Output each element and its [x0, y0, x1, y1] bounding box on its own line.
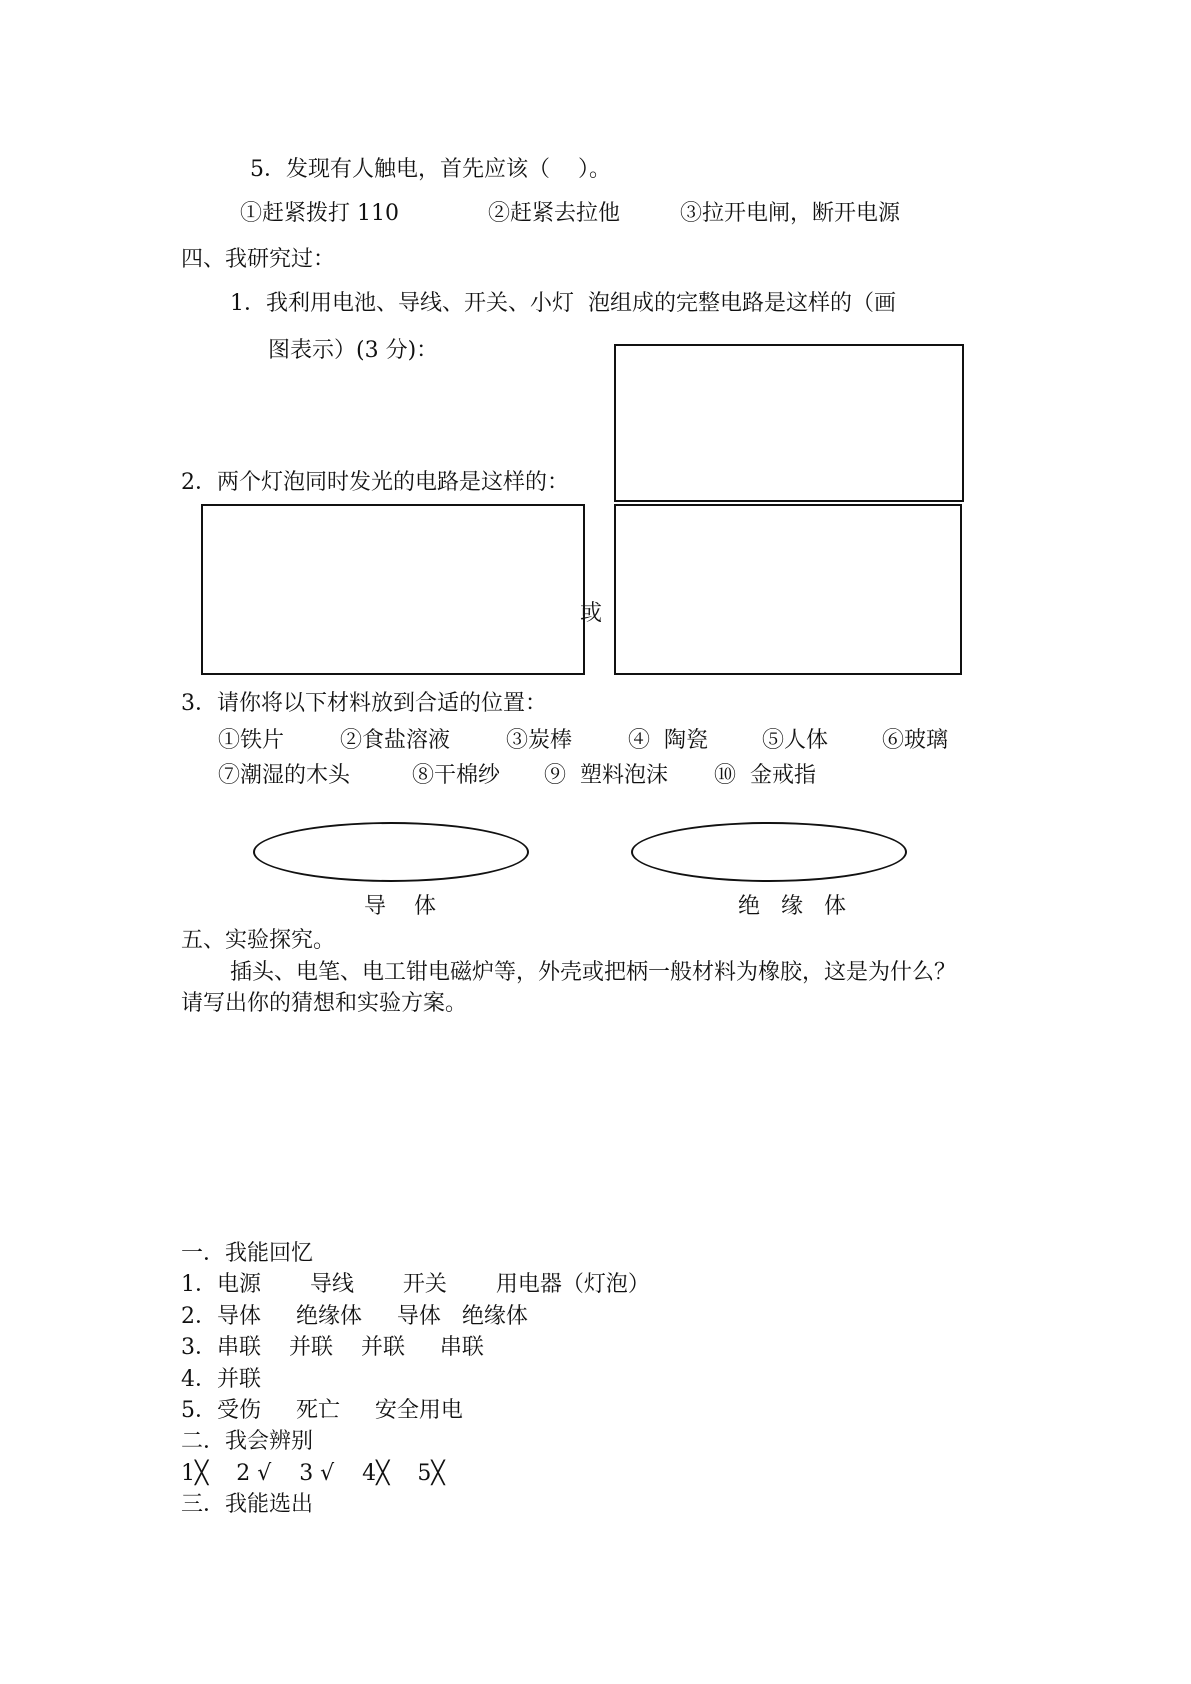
insulator-oval	[631, 822, 907, 882]
q5-option-2: ②赶紧去拉他	[488, 201, 621, 226]
answer-line: 3．串联 并联 并联 串联	[181, 1335, 484, 1360]
answers-part2-line: 1╳ 2 √ 3 √ 4╳ 5╳	[181, 1461, 445, 1486]
material-item: ①铁片	[218, 728, 285, 753]
section4-heading: 四、我研究过：	[181, 247, 336, 272]
q3-text: 3．请你将以下材料放到合适的位置：	[181, 691, 547, 716]
q5-option-1: ①赶紧拨打 110	[240, 201, 399, 226]
material-item: ③炭棒	[506, 728, 573, 753]
conductor-oval	[253, 822, 529, 882]
material-item: ⑤人体	[762, 728, 829, 753]
material-item: ⑦潮湿的木头	[218, 763, 351, 788]
q2-text: 2．两个灯泡同时发光的电路是这样的：	[181, 470, 569, 495]
section5-heading: 五、实验探究。	[181, 928, 336, 953]
q1-text-line2: 图表示）(3 分)：	[268, 338, 439, 363]
q5-question: 5．发现有人触电，首先应该（ ）。	[250, 157, 611, 182]
q1-drawing-box	[614, 344, 964, 502]
insulator-label: 绝 缘 体	[738, 894, 846, 919]
material-item: ⑨ 塑料泡沫	[544, 763, 668, 788]
answer-line: 4．并联	[181, 1367, 261, 1392]
q2-or-label: 或	[580, 601, 603, 626]
material-item: ⑧干棉纱	[412, 763, 501, 788]
answers-part3-heading: 三．我能选出	[181, 1492, 314, 1517]
material-item: ⑥玻璃	[882, 728, 949, 753]
answers-part1-heading: 一．我能回忆	[181, 1241, 314, 1266]
answer-line: 2．导体 绝缘体 导体 绝缘体	[181, 1304, 528, 1329]
material-item: ④ 陶瓷	[628, 728, 708, 753]
answers-part2-heading: 二．我会辨别	[181, 1429, 314, 1454]
conductor-label: 导 体	[364, 894, 436, 919]
answer-line: 5．受伤 死亡 安全用电	[181, 1398, 463, 1423]
q2-drawing-box-right	[614, 504, 962, 675]
material-item: ②食盐溶液	[340, 728, 451, 753]
q1-text-line1: 1．我利用电池、导线、开关、小灯 泡组成的完整电路是这样的（画	[230, 291, 896, 316]
section5-text-line1: 插头、电笔、电工钳电磁炉等，外壳或把柄一般材料为橡胶，这是为什么？	[230, 960, 957, 985]
material-item: ⑩ 金戒指	[714, 763, 816, 788]
q5-option-3: ③拉开电闸，断开电源	[680, 201, 901, 226]
answer-line: 1．电源 导线 开关 用电器（灯泡）	[181, 1272, 650, 1297]
section5-text-line2: 请写出你的猜想和实验方案。	[181, 991, 468, 1016]
q2-drawing-box-left	[201, 504, 585, 675]
